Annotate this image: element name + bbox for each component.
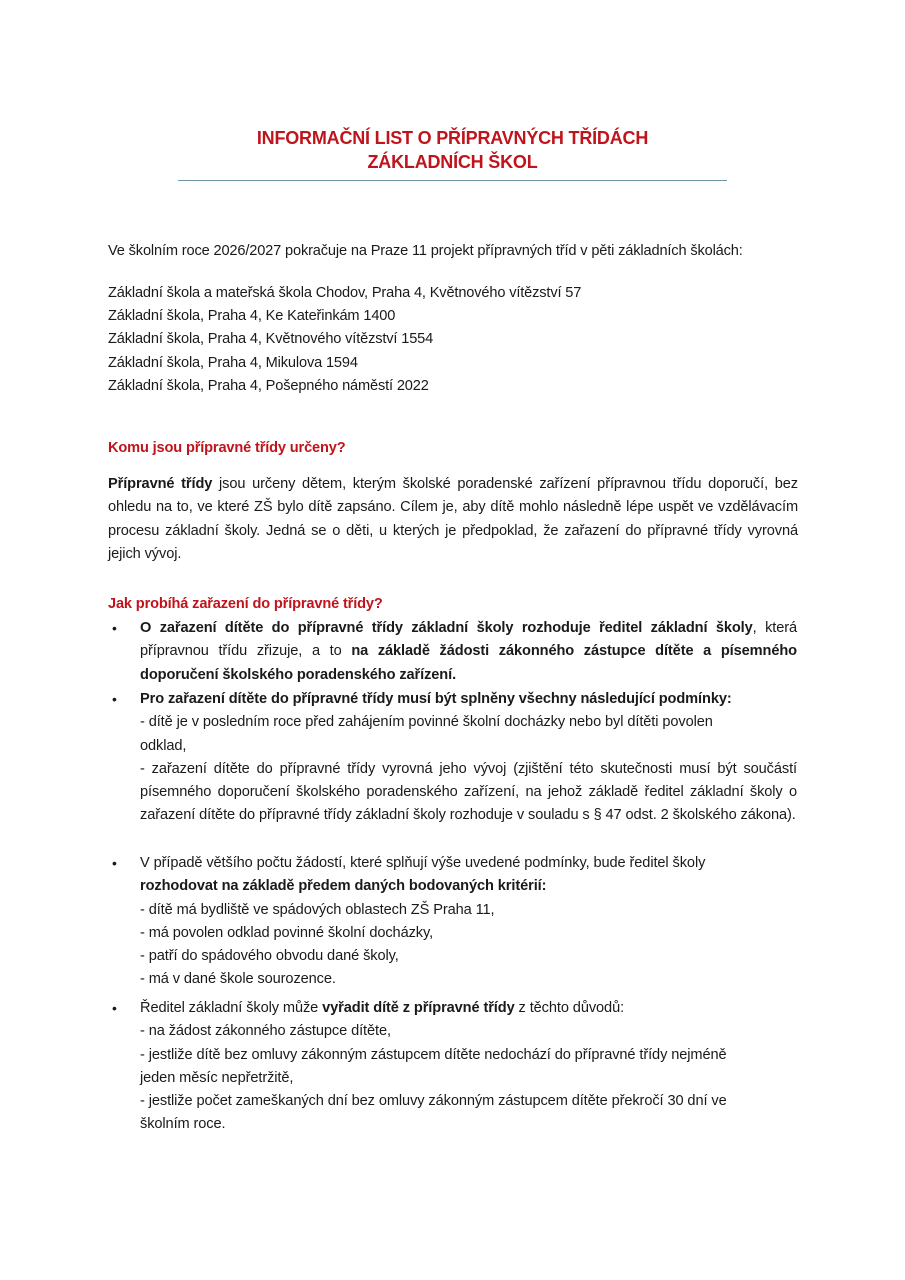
bullet-icon: • (112, 1000, 117, 1016)
list-item-criteria (140, 852, 797, 992)
bullet-icon: • (112, 855, 117, 871)
condition-text: - dítě je v posledním roce před zahájením povinné školní docházky nebo byl dítěti povolen (140, 714, 713, 731)
criterion-item: - patří do spádového obvodu dané školy, (140, 948, 399, 965)
list-item-decision (140, 617, 797, 687)
bold-text: O zařazení dítěte do přípravné třídy základní školy rozhoduje ředitel základní školy (140, 620, 753, 636)
condition-text: - zařazení dítěte do přípravné třídy vyrovná jeho vývoj (zjištění této skutečnosti musí být součástí písemného doporučení školského poradenského zařízení, na jehož základě ředitel základní školy o zařazení dítěte do přípravné třídy základní školy rozhoduje v souladu s § 47 odst. 2 školského zákona). (140, 760, 797, 824)
bullet-icon: • (112, 691, 117, 707)
school-item: Základní škola, Praha 4, Ke Kateřinkám 1400 (108, 308, 396, 324)
list-item-conditions (140, 688, 797, 828)
criterion-item: - dítě má bydliště ve spádových oblastech ZŠ Praha 11, (140, 901, 495, 918)
title-divider (178, 180, 727, 181)
bold-text: vyřadit dítě z přípravné třídy (322, 1000, 515, 1016)
document-title-line2: ZÁKLADNÍCH ŠKOL (367, 152, 538, 172)
section-who-paragraph (108, 473, 798, 566)
criterion-item: - má v dané škole sourozence. (140, 971, 336, 988)
paragraph-text: jsou určeny dětem, kterým školské poradenské zařízení přípravnou třídu doporučí, bez ohledu na to, ve které ZŠ bylo dítě zapsáno. Cílem je, aby dítě mohlo následně lépe uspět ve vzdělávacím procesu základní školy. Jedná se o děti, u kterých je předpoklad, že zařazení do přípravné třídy vyrovná jejich vývoj. (108, 476, 798, 562)
school-item: Základní škola, Praha 4, Květnového vítězství 1554 (108, 331, 434, 347)
section-heading-who: Komu jsou přípravné třídy určeny? (108, 440, 346, 456)
bold-lead: Přípravné třídy (108, 476, 213, 492)
reason-item: školním roce. (140, 1116, 226, 1133)
condition-text: odklad, (140, 737, 187, 754)
bullet-icon: • (112, 620, 117, 636)
bold-text: Pro zařazení dítěte do přípravné třídy musí být splněny všechny následující podmínky: (140, 691, 732, 707)
intro-paragraph: Ve školním roce 2026/2027 pokračuje na Praze 11 projekt přípravných tříd v pěti základních školách: (108, 243, 743, 259)
item-text: z těchto důvodů: (514, 1000, 625, 1016)
school-item: Základní škola, Praha 4, Mikulova 1594 (108, 355, 358, 371)
section-heading-how: Jak probíhá zařazení do přípravné třídy? (108, 596, 383, 612)
bold-text: rozhodovat na základě předem daných bodovaných kritérií: (140, 878, 547, 895)
reason-item: - jestliže počet zameškaných dní bez omluvy zákonným zástupcem dítěte překročí 30 dní ve (140, 1093, 727, 1110)
school-item: Základní škola a mateřská škola Chodov, Praha 4, Květnového vítězství 57 (108, 285, 582, 301)
list-item-exclusion (140, 997, 797, 1137)
document-title-line1: INFORMAČNÍ LIST O PŘÍPRAVNÝCH TŘÍDÁCH (256, 128, 649, 148)
item-text: V případě většího počtu žádostí, které splňují výše uvedené podmínky, bude ředitel školy (140, 855, 706, 871)
bold-text: na základě žádosti zákonného zástupce dítěte a písemného doporučení školského poradenského zařízení. (140, 643, 797, 683)
criterion-item: - má povolen odklad povinné školní docházky, (140, 924, 434, 941)
item-text: Ředitel základní školy může (140, 1000, 323, 1016)
item-text: , která přípravnou třídu zřizuje, a to (140, 620, 798, 660)
reason-item: jeden měsíc nepřetržitě, (140, 1069, 294, 1086)
school-item: Základní škola, Praha 4, Pošepného náměstí 2022 (108, 378, 429, 394)
reason-item: - jestliže dítě bez omluvy zákonným zástupcem dítěte nedochází do přípravné třídy nejméně (140, 1046, 727, 1063)
reason-item: - na žádost zákonného zástupce dítěte, (140, 1023, 391, 1040)
